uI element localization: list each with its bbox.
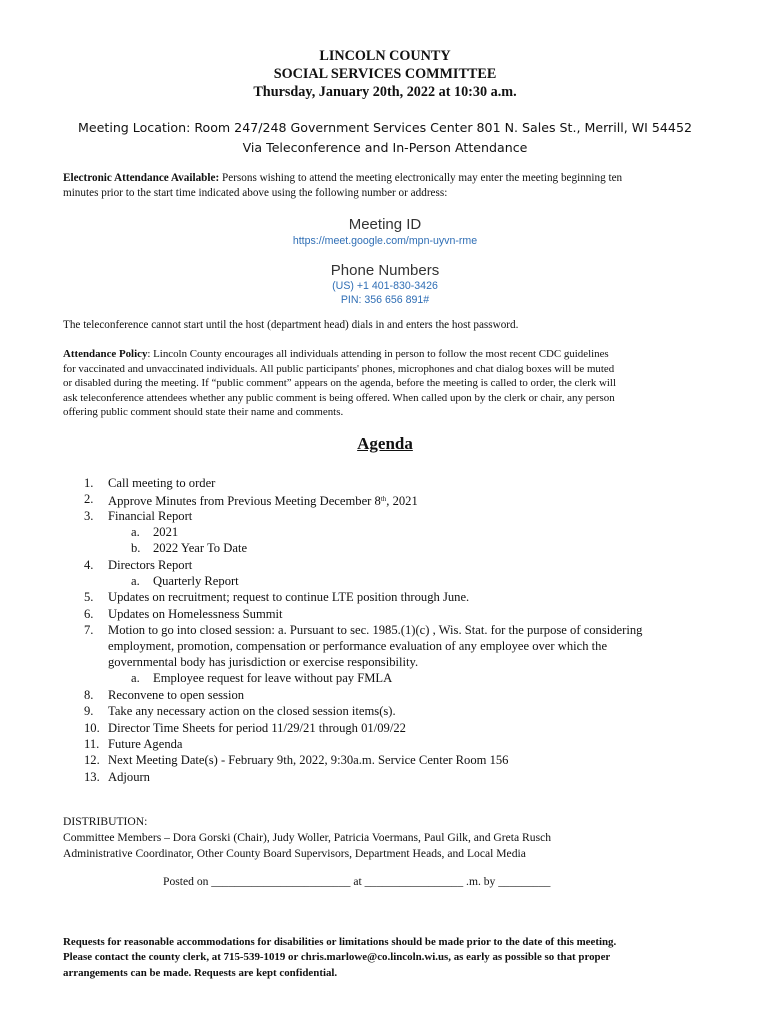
agenda-subitem-letter: a. <box>131 525 140 539</box>
committee-title: SOCIAL SERVICES COMMITTEE <box>273 66 497 82</box>
attendance-mode: Via Teleconference and In-Person Attendance <box>242 140 528 155</box>
agenda-item-text: Motion to go into closed session: a. Pursuant to sec. 1985.(1)(c) , Wis. Stat. for the purpose of considering <box>108 623 643 637</box>
agenda-item-number: 8. <box>84 688 94 702</box>
accommodations-notice <box>63 935 723 981</box>
agenda-item-text: Future Agenda <box>108 737 183 751</box>
agenda-subitem-text: Employee request for leave without pay FMLA <box>153 671 393 685</box>
meeting-location: Meeting Location: Room 247/248 Government Services Center 801 N. Sales St., Merrill, WI 54452 <box>78 120 692 135</box>
distribution-label: DISTRIBUTION: <box>63 815 148 828</box>
electronic-attendance-paragraph <box>63 171 711 202</box>
agenda-item-number: 5. <box>84 590 94 604</box>
agenda-subitem-letter: b. <box>131 541 141 555</box>
agenda-item-number: 4. <box>84 558 94 572</box>
ordinal-suffix: th <box>380 495 387 503</box>
attendance-policy-line-2: for vaccinated and unvaccinated individuals. All public participants' phones, microphones and chat dialog boxes will be muted <box>63 362 615 375</box>
agenda-item-number: 10. <box>84 721 100 735</box>
electronic-attendance-text-2: minutes prior to the start time indicated above using the following number or address: <box>63 187 448 200</box>
agenda-subitem-text: 2022 Year To Date <box>153 541 248 555</box>
agenda-item-text: Call meeting to order <box>108 476 216 490</box>
agenda-subitem-letter: a. <box>131 671 140 685</box>
meeting-id-heading: Meeting ID <box>348 216 422 233</box>
attendance-policy-paragraph <box>63 347 711 420</box>
accommodations-line-3: arrangements can be made. Requests are kept confidential. <box>63 966 338 979</box>
attendance-policy-line-3: or disabled during the meeting. If “public comment” appears on the agenda, before the meeting is called to order, the clerk will <box>63 377 616 390</box>
agenda-item-continuation: employment, promotion, compensation or performance evaluation of any employee over which the <box>108 639 608 653</box>
agenda-item-text: Take any necessary action on the closed session items(s). <box>108 704 396 718</box>
electronic-attendance-label: Electronic Attendance Available: <box>63 172 220 184</box>
agenda-item-text: Directors Report <box>108 558 193 572</box>
attendance-policy-label: Attendance Policy <box>63 348 148 360</box>
agenda-item-number: 1. <box>84 476 94 490</box>
attendance-policy-line-5: offering public comment should state their name and comments. <box>63 406 344 419</box>
distribution-committee: Committee Members – Dora Gorski (Chair), Judy Woller, Patricia Voermans, Paul Gilk, and Greta Rusch <box>63 831 552 844</box>
accommodations-line-1: Requests for reasonable accommodations for disabilities or limitations should be made prior to the date of this meeting. <box>63 936 617 948</box>
agenda-title: Agenda <box>357 434 413 453</box>
agenda-item-text: Approve Minutes from Previous Meeting December 8 <box>108 494 381 508</box>
agenda-item-number: 3. <box>84 509 94 523</box>
agenda-item-text-end: , 2021 <box>386 494 418 508</box>
phone-pin: PIN: 356 656 891# <box>340 294 430 306</box>
agenda-item-number: 2. <box>84 492 94 506</box>
agenda-item-text: Financial Report <box>108 509 193 523</box>
agenda-item-number: 13. <box>84 770 100 784</box>
meeting-date: Thursday, January 20th, 2022 at 10:30 a.m. <box>253 84 517 100</box>
agenda-subitem-letter: a. <box>131 574 140 588</box>
meeting-url-link[interactable]: https://meet.google.com/mpn-uyvn-rme <box>292 235 478 247</box>
agenda-item-number: 7. <box>84 623 94 637</box>
distribution-others: Administrative Coordinator, Other County Board Supervisors, Department Heads, and Local Media <box>63 847 526 860</box>
agenda-item-text: Director Time Sheets for period 11/29/21 through 01/09/22 <box>108 721 406 735</box>
posted-line: Posted on ________________________ at _________________ .m. by _________ <box>163 875 551 888</box>
phone-number: (US) +1 401-830-3426 <box>332 280 438 292</box>
agenda-item-text: Reconvene to open session <box>108 688 245 702</box>
accommodations-line-2: Please contact the county clerk, at 715-539-1019 or chris.marlowe@co.lincoln.wi.us, as early as possible so that proper <box>63 951 611 964</box>
agenda-subitem-text: Quarterly Report <box>153 574 239 588</box>
attendance-policy-line-4: ask teleconference attendees whether any public comment is being offered. When called upon by the clerk or chair, any person <box>63 391 615 404</box>
agenda-subitem-text: 2021 <box>153 525 179 539</box>
electronic-attendance-text: Persons wishing to attend the meeting electronically may enter the meeting beginning ten <box>219 172 623 184</box>
agenda-item-text: Next Meeting Date(s) - February 9th, 2022, 9:30a.m. Service Center Room 156 <box>108 753 509 767</box>
agenda-item-text: Adjourn <box>108 770 150 784</box>
attendance-policy-line-1: : Lincoln County encourages all individuals attending in person to follow the most recent CDC guidelines <box>147 348 609 360</box>
agenda-item-number: 11. <box>84 737 100 751</box>
agenda-item-number: 6. <box>84 607 94 621</box>
agenda-item-number: 12. <box>84 753 100 767</box>
agenda-item-number: 9. <box>84 704 94 718</box>
agenda-item-continuation: governmental body has jurisdiction or exercise responsibility. <box>108 655 419 669</box>
agenda-item-text: Updates on recruitment; request to continue LTE position through June. <box>108 590 470 604</box>
teleconference-note: The teleconference cannot start until the host (department head) dials in and enters the host password. <box>63 319 519 331</box>
county-title: LINCOLN COUNTY <box>319 48 451 64</box>
phone-numbers-heading: Phone Numbers <box>330 262 440 279</box>
agenda-item-text: Updates on Homelessness Summit <box>108 607 283 621</box>
